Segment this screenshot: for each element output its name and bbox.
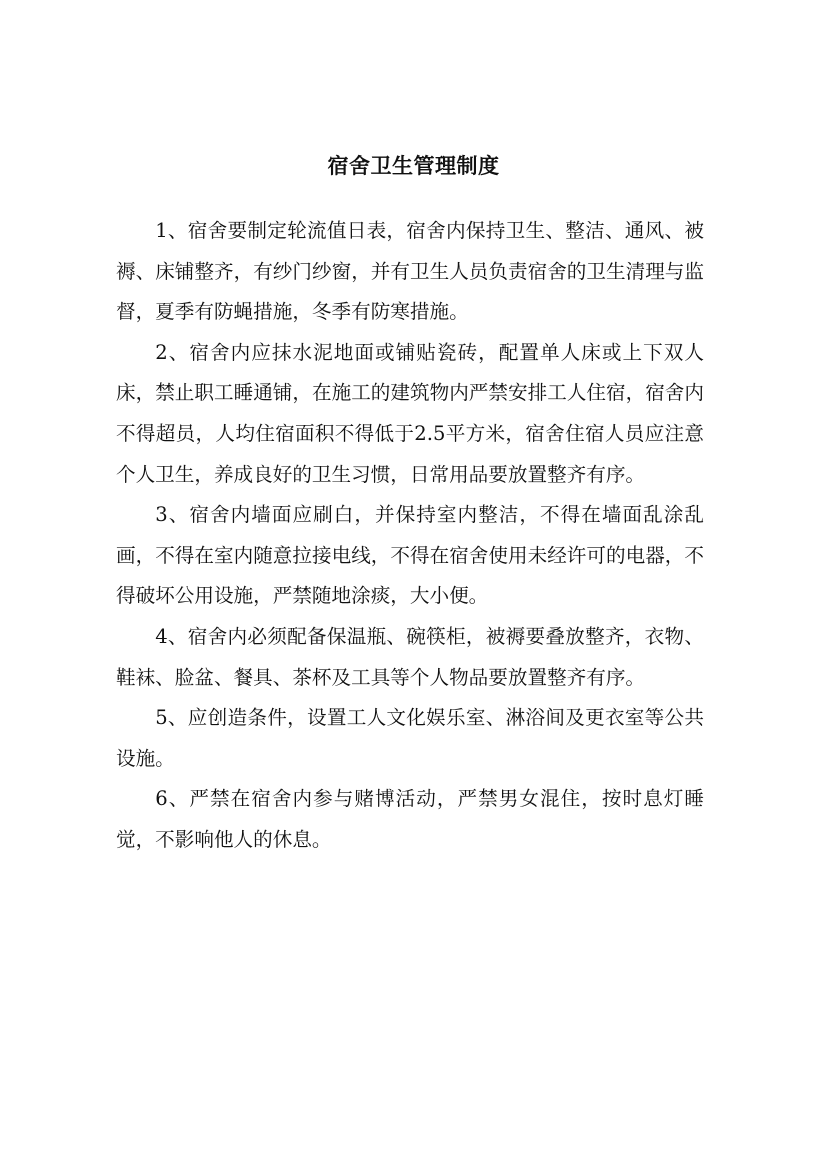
page-title: 宿舍卫生管理制度 — [327, 153, 500, 178]
paragraph-1: 1、宿舍要制定轮流值日表，宿舍内保持卫生、整洁、通风、被褥、床铺整齐，有纱门纱窗，并有卫生人员负责宿舍的卫生清理与监督，夏季有防蝇措施，冬季有防寒措施。 — [116, 219, 704, 324]
paragraph-2: 2、宿舍内应抹水泥地面或铺贴瓷砖，配置单人床或上下双人床，禁止职工睡通铺，在施工的建筑物内严禁安排工人住宿，宿舍内不得超员，人均住宿面积不得低于2.5平方米，宿舍住宿人员应注意个人卫生，养成良好的卫生习惯，日常用品要放置整齐有序。 — [116, 340, 704, 486]
paragraph-5: 5、应创造条件，设置工人文化娱乐室、淋浴间及更衣室等公共设施。 — [116, 706, 704, 770]
paragraph-4: 4、宿舍内必须配备保温瓶、碗筷柜，被褥要叠放整齐，衣物、鞋袜、脸盆、餐具、茶杯及工具等个人物品要放置整齐有序。 — [116, 624, 704, 689]
paragraph-3: 3、宿舍内墙面应刷白，并保持室内整洁，不得在墙面乱涂乱画，不得在室内随意拉接电线，不得在宿舍使用未经许可的电器，不得破坏公用设施，严禁随地涂痰，大小便。 — [116, 503, 704, 608]
paragraph-6: 6、严禁在宿舍内参与赌博活动，严禁男女混住，按时息灯睡觉，不影响他人的休息。 — [116, 787, 704, 851]
document-body — [116, 211, 704, 861]
